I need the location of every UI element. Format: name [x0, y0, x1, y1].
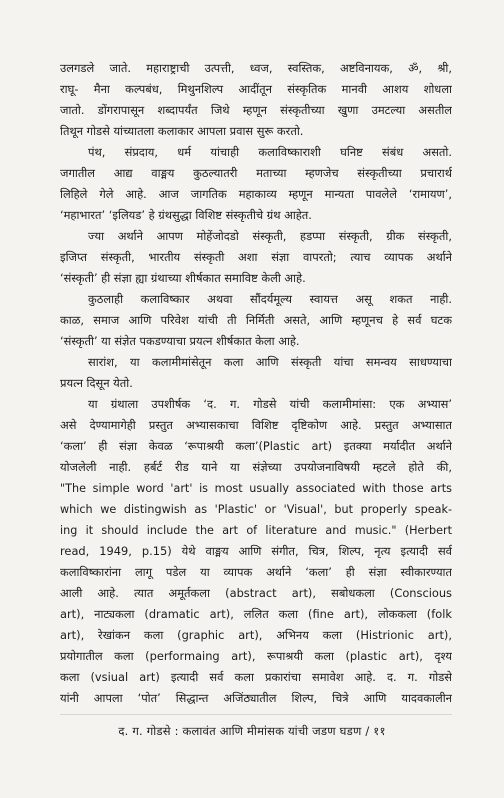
page-footer: द. ग. गोडसे : कलावंत आणि मीमांसक यांची जडण घडण / ११: [118, 724, 386, 738]
text-line: जगातील आद्य वाङ्मय कुठल्यातरी मताच्या म्हणजेच संस्कृतीच्या प्रचारार्थ: [60, 166, 452, 180]
text-line: ‘संस्कृती’ ही संज्ञा ह्या ग्रंथाच्या शीर्षकात समाविष्ट केली आहे.: [60, 271, 306, 285]
text-line: योजलेली नाही. हर्बर्ट रीड याने या संज्ञेच्या उपयोजनाविषयी म्हटले होते की,: [60, 460, 452, 474]
paragraph: [60, 142, 452, 226]
paragraph: [60, 394, 452, 709]
text-line: ‘कला’ ही संज्ञा केवळ ‘रूपाश्रयी कला’(Plastic art) इतक्या मर्यादीत अर्थाने: [60, 439, 452, 453]
text-line: कला (vsiual art) इत्यादी सर्व कला प्रकारांचा समावेश आहे. द. ग. गोडसे: [60, 670, 452, 684]
text-line: यांनी आपला ‘पोत’ सिद्धान्त अजिंठ्यातील शिल्प, चित्रे आणि यादवकालीन: [60, 691, 452, 705]
text-line: पंथ, संप्रदाय, धर्म यांचाही कलाविष्काराशी घनिष्ट संबंध असतो.: [88, 145, 452, 159]
page-body: [60, 58, 452, 709]
text-line: तिथून गोडसे यांच्यातला कलाकार आपला प्रवास सुरू करतो.: [60, 124, 304, 138]
quote-line: ing it should include the art of literature and music." (Herbert: [60, 524, 452, 537]
text-line: लिहिले गेले आहे. आज जागतिक महाकाव्य म्हणून मान्यता पावलेले ‘रामायण’,: [60, 187, 452, 201]
text-line: read, 1949, p.15) येथे वाङ्मय आणि संगीत, चित्र, शिल्प, नृत्य इत्यादी सर्व: [60, 544, 452, 558]
text-line: प्रयत्न दिसून येतो.: [60, 376, 133, 390]
text-line: सारांश, या कलामीमांसेतून कला आणि संस्कृती यांचा समन्वय साधण्याचा: [88, 355, 452, 369]
footer-divider: [60, 714, 452, 715]
quote-line: "The simple word 'art' is most usually associated with those arts: [60, 482, 452, 495]
text-line: जातो. डोंगरापासून शब्दापर्यंत जिथे म्हणून संस्कृतीच्या खुणा उमटल्या असतील: [60, 103, 452, 117]
paragraph: [60, 58, 452, 142]
text-line: प्रयोगातील कला (performaing art), रूपाश्रयी कला (plastic art), दृश्य: [60, 649, 452, 663]
paragraph: [60, 289, 452, 352]
text-line: इजिप्त संस्कृती, भारतीय संस्कृती अशा संज्ञा वापरतो; त्याच व्यापक अर्थाने: [60, 250, 452, 264]
text-line: ‘महाभारत’ ‘इलियड’ हे ग्रंथसुद्धा विशिष्ट संस्कृतीचे ग्रंथ आहेत.: [60, 208, 312, 222]
text-line: आली आहे. त्यात अमूर्तकला (abstract art), सबोधकला (Conscious: [60, 586, 452, 600]
text-line: ज्या अर्थाने आपण मोहेंजोदडो संस्कृती, हडप्पा संस्कृती, ग्रीक संस्कृती,: [88, 229, 452, 243]
text-line: काळ, समाज आणि परिवेश यांची ती निर्मिती असते, आणि म्हणूनच हे सर्व घटक: [60, 313, 452, 327]
text-line: ‘संस्कृती’ या संज्ञेत पकडण्याचा प्रयत्न शीर्षकात केला आहे.: [60, 334, 300, 348]
quote-line: which we distingwish as 'Plastic' or 'Visual', but properly speak-: [60, 503, 452, 516]
paragraph: [60, 352, 452, 394]
text-line: असे देण्यामागेही प्रस्तुत अभ्यासकाचा विशिष्ट दृष्टिकोण आहे. प्रस्तुत अभ्यासात: [60, 418, 452, 432]
text-line: उलगडले जाते. महाराष्ट्राची उत्पत्ती, ध्वज, स्वस्तिक, अष्टविनायक, ॐ, श्री,: [60, 61, 452, 75]
text-line: राघू- मैना कल्पबंध, मिथुनशिल्प आदींतून संस्कृतिक मानवी आशय शोधला: [60, 82, 452, 96]
text-line: art), रेखांकन कला (graphic art), अभिनय कला (Histrionic art),: [60, 628, 452, 642]
paragraph: [60, 226, 452, 289]
text-line: कुठलाही कलाविष्कार अथवा सौंदर्यमूल्य स्वायत्त असू शकत नाही.: [88, 292, 452, 306]
text-line: कलाविष्कारांना लागू पडेल या व्यापक अर्थाने ‘कला’ ही संज्ञा स्वीकारण्यात: [60, 565, 452, 579]
text-line: या ग्रंथाला उपशीर्षक ‘द. ग. गोडसे यांची कलामीमांसा: एक अभ्यास’: [88, 397, 452, 411]
text-line: art), नाट्यकला (dramatic art), ललित कला (fine art), लोककला (folk: [60, 607, 452, 621]
